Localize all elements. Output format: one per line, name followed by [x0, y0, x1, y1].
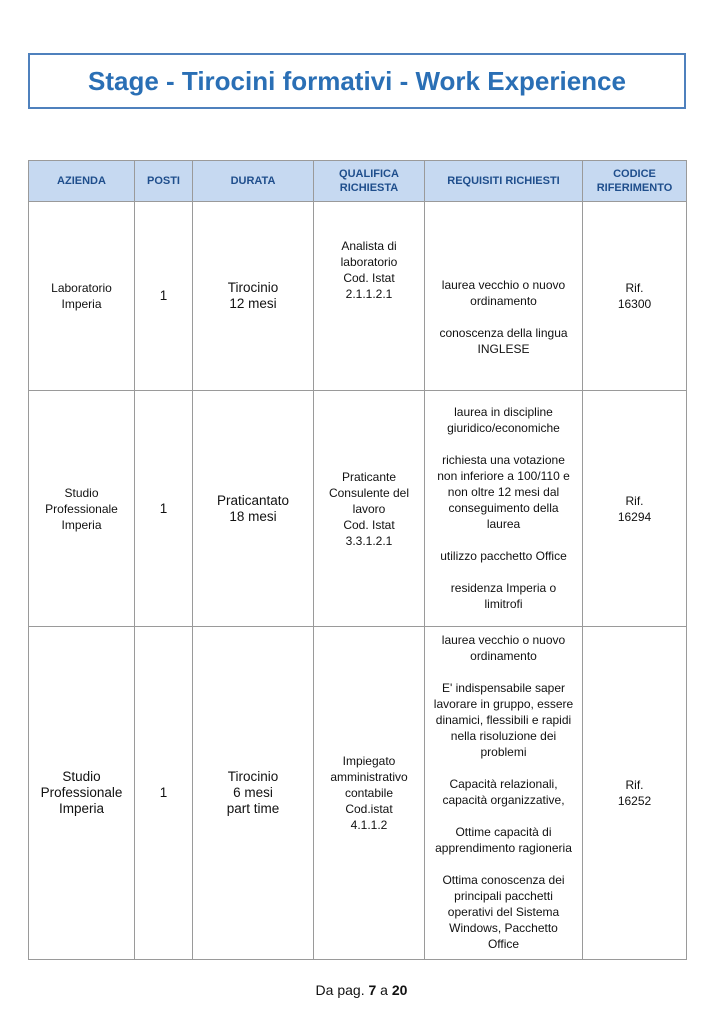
footer-separator: a: [380, 982, 388, 998]
requisito-item: E' indispensabile saper lavorare in gruppo, essere dinamici, flessibili e rapidi nella risoluzione dei problemi: [433, 681, 574, 759]
footer-current-page: 7: [368, 982, 377, 998]
table-row: [29, 627, 687, 960]
requisito-item: Capacità relazionali, capacità organizzative,: [442, 777, 565, 807]
footer-total-pages: 20: [391, 982, 408, 998]
header-posti: POSTI: [135, 161, 193, 202]
requisito-item: conoscenza della lingua INGLESE: [439, 326, 568, 356]
posti-cell: 1: [135, 202, 193, 391]
requisito-item: utilizzo pacchetto Office: [440, 548, 567, 563]
requisito-item: residenza Imperia o limitrofi: [450, 580, 557, 611]
header-requisiti: REQUISITI RICHIESTI: [425, 161, 583, 202]
qualifica-cell: Impiegato amministrativo contabile Cod.istat 4.1.1.2: [314, 627, 425, 960]
azienda-cell: Laboratorio Imperia: [29, 202, 135, 391]
codice-cell: Rif. 16300: [583, 202, 687, 391]
requisito-item: richiesta una votazione non inferiore a 100/110 e non oltre 12 mesi dal conseguimento della laurea: [437, 452, 570, 531]
codice-cell: Rif. 16252: [583, 627, 687, 960]
job-listings-table: [28, 160, 687, 960]
azienda-cell: Studio Professionale Imperia: [29, 391, 135, 627]
requisiti-cell: [425, 627, 583, 960]
table-header-row: [29, 161, 687, 202]
qualifica-cell: Analista di laboratorio Cod. Istat 2.1.1.2.1: [314, 202, 425, 391]
requisito-item: laurea vecchio o nuovo ordinamento: [441, 633, 566, 663]
header-durata: DURATA: [193, 161, 314, 202]
requisiti-cell: [425, 391, 583, 627]
header-qualifica: QUALIFICA RICHIESTA: [314, 161, 425, 202]
posti-cell: 1: [135, 627, 193, 960]
qualifica-cell: Praticante Consulente del lavoro Cod. Istat 3.3.1.2.1: [314, 391, 425, 627]
table-row: [29, 202, 687, 391]
azienda-cell: Studio Professionale Imperia: [29, 627, 135, 960]
codice-cell: Rif. 16294: [583, 391, 687, 627]
requisito-item: Ottima conoscenza dei principali pacchetti operativi del Sistema Windows, Pacchetto Office: [442, 873, 565, 951]
footer-prefix: Da pag.: [315, 982, 365, 998]
durata-cell: Praticantato 18 mesi: [193, 391, 314, 627]
header-azienda: AZIENDA: [29, 161, 135, 202]
requisiti-cell: [425, 202, 583, 391]
requisito-item: Ottime capacità di apprendimento ragioneria: [435, 825, 572, 855]
durata-cell: Tirocinio 6 mesi part time: [193, 627, 314, 960]
page-title: Stage - Tirocini formativi - Work Experience: [88, 65, 626, 96]
page-footer: [0, 982, 723, 998]
table-row: [29, 391, 687, 627]
posti-cell: 1: [135, 391, 193, 627]
requisito-item: laurea in discipline giuridico/economiche: [447, 404, 560, 435]
header-codice: CODICE RIFERIMENTO: [583, 161, 687, 202]
durata-cell: Tirocinio 12 mesi: [193, 202, 314, 391]
title-box: [28, 53, 686, 109]
requisito-item: laurea vecchio o nuovo ordinamento: [441, 278, 566, 308]
